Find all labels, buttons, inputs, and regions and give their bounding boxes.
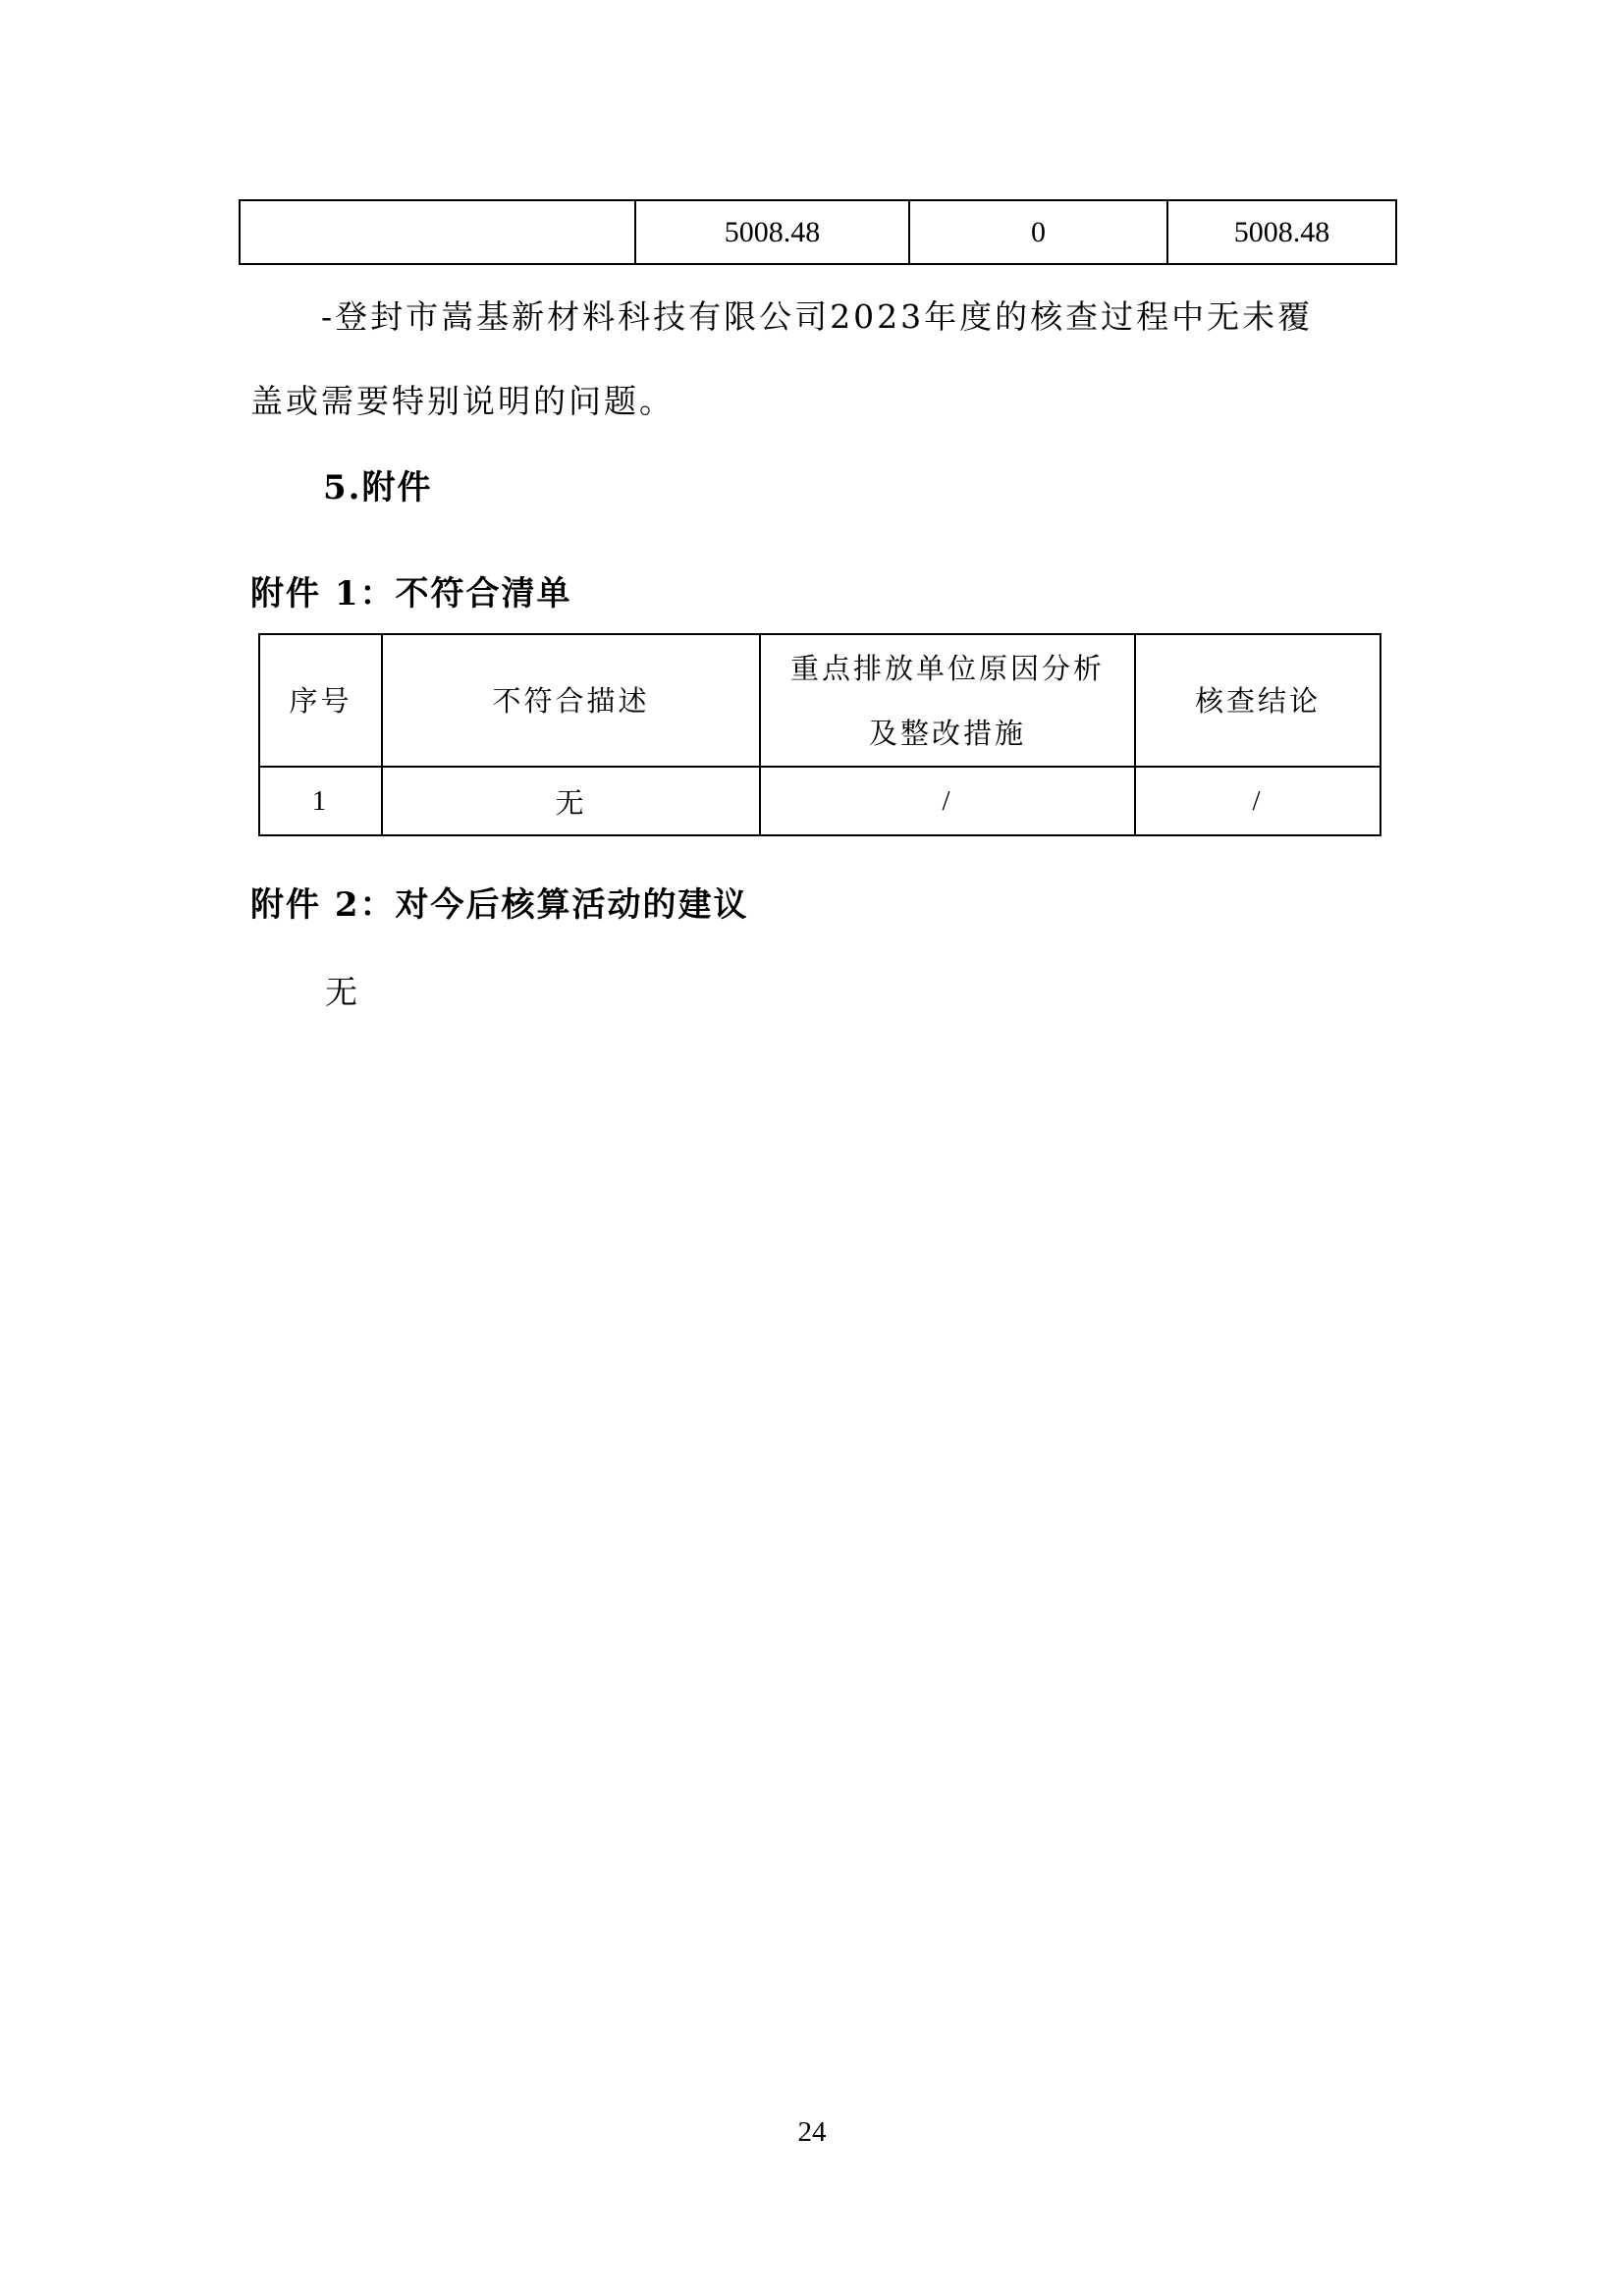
table-cell-value: 5008.48 [635, 200, 909, 264]
appendix1-title: 附件 1：不符合清单 [250, 574, 572, 614]
table-cell-value: 5008.48 [1167, 200, 1396, 264]
paragraph-line: 盖或需要特别说明的问题。 [250, 382, 675, 420]
cell-conclusion: / [1135, 767, 1380, 835]
cell-serial-number: 1 [259, 767, 382, 835]
appendix2-title: 附件 2：对今后核算活动的建议 [250, 885, 749, 925]
page-number: 24 [797, 2116, 827, 2148]
cell-description: 无 [382, 767, 760, 835]
header-nonconformity-description: 不符合描述 [382, 634, 760, 767]
header-serial-number: 序号 [259, 634, 382, 767]
paragraph-line: -登封市嵩基新材料科技有限公司2023年度的核查过程中无未覆 [321, 297, 1314, 336]
table-row [259, 767, 1380, 835]
section-heading: 5.附件 [323, 468, 433, 507]
header-cause-analysis-line2: 及整改措施 [868, 716, 1026, 750]
table-row [240, 200, 1396, 264]
header-cause-analysis-line1: 重点排放单位原因分析 [789, 651, 1105, 685]
nonconformity-table [258, 633, 1381, 836]
emissions-summary-table-fragment [239, 199, 1397, 265]
header-cause-analysis [760, 634, 1135, 767]
appendix2-content: 无 [325, 973, 360, 1011]
header-verification-conclusion: 核查结论 [1135, 634, 1380, 767]
table-cell-label [240, 200, 635, 264]
table-cell-value: 0 [909, 200, 1167, 264]
table-header-row [259, 634, 1380, 767]
cell-cause-analysis: / [760, 767, 1135, 835]
